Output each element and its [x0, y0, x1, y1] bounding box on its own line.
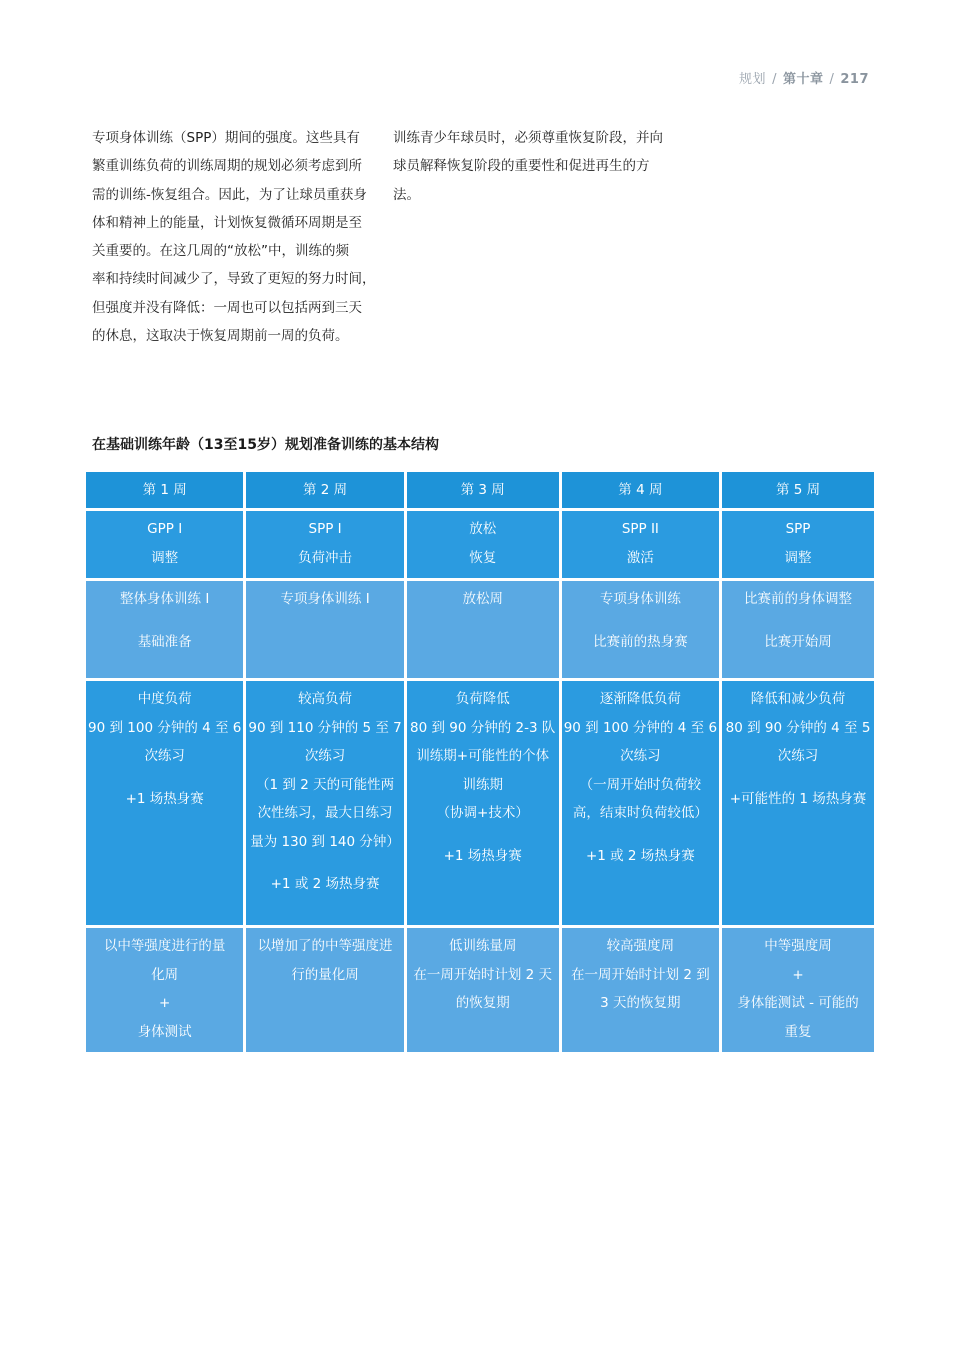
table-cell [407, 928, 559, 1052]
cell-text: +可能性的 1 场热身赛 [729, 790, 867, 807]
cell-text: 比赛开始周 [764, 633, 832, 650]
cell-text: 降低和减少负荷 [750, 691, 846, 707]
cell-text: 恢复 [469, 549, 497, 566]
cell-text: 的恢复期 [455, 995, 510, 1011]
cell-text: +1 场热身赛 [443, 847, 522, 864]
cell-text: 基础准备 [137, 633, 192, 650]
body-column-right [393, 124, 689, 209]
cell-text: 次练习 [777, 748, 819, 764]
cell-text: +1 场热身赛 [125, 790, 204, 807]
cell-text: 身体能测试 - 可能的 [737, 995, 859, 1011]
cell-spacer [88, 771, 241, 785]
table-cell [246, 581, 403, 678]
cell-text: 激活 [626, 549, 654, 566]
table-cell [246, 928, 403, 1052]
running-header: 规划 / 第十章 / 217 [739, 72, 869, 87]
table-cell [722, 511, 874, 578]
cell-text: 80 到 90 分钟的 2-3 队 [410, 719, 556, 736]
table-cell [562, 511, 719, 578]
table-cell [562, 681, 719, 925]
cell-text: 行的量化周 [291, 966, 359, 983]
table-cell [407, 581, 559, 678]
text-line: 需的训练-恢复组合。因此，为了让球员重获身 [92, 186, 367, 203]
cell-text: +1 或 2 场热身赛 [270, 876, 380, 892]
cell-text: + [792, 966, 804, 983]
table-cell [86, 511, 243, 578]
cell-text: 低训练量周 [448, 938, 517, 954]
table-header-week-3: 第 3 周 [407, 472, 559, 508]
cell-spacer [724, 771, 872, 785]
cell-text: 80 到 90 分钟的 4 至 5 [725, 719, 871, 736]
cell-text: 以中等强度进行的量 [103, 938, 226, 954]
cell-text: 身体测试 [137, 1023, 192, 1040]
cell-spacer [409, 828, 557, 842]
table-cell [562, 581, 719, 678]
text-line: 的休息，这取决于恢复周期前一周的负荷。 [92, 328, 349, 345]
cell-text: 整体身体训练 I [120, 591, 210, 607]
cell-text: 化周 [151, 966, 179, 983]
cell-text: （一周开始时负荷较 [579, 776, 702, 793]
text-line: 繁重训练负荷的训练周期的规划必须考虑到所 [92, 158, 362, 175]
text-line: 专项身体训练（SPP）期间的强度。这些具有 [92, 130, 360, 146]
table-cell [407, 681, 559, 925]
training-plan-table [86, 472, 874, 1052]
cell-text: 训练期+可能性的个体 [416, 748, 550, 764]
cell-text: 负荷冲击 [298, 549, 353, 566]
table-cell [246, 511, 403, 578]
table-cell [86, 681, 243, 925]
page-number: 217 [840, 72, 869, 87]
cell-text: 调整 [784, 549, 812, 566]
table-title: 在基础训练年龄（13至15岁）规划准备训练的基本结构 [92, 437, 439, 453]
cell-text: 中等强度周 [764, 938, 832, 954]
cell-text: 专项身体训练 I [280, 591, 370, 607]
cell-text: 在一周开始时计划 2 天 [413, 966, 553, 983]
cell-spacer [88, 614, 241, 628]
cell-text: GPP I [147, 521, 183, 537]
cell-text: 90 到 100 分钟的 4 至 6 [88, 719, 242, 736]
cell-text: 在一周开始时计划 2 到 [571, 966, 710, 983]
cell-text: 放松周 [462, 591, 503, 607]
body-column-left [92, 124, 388, 350]
cell-spacer [564, 828, 717, 842]
cell-text: 以增加了的中等强度进 [257, 938, 393, 954]
text-line: 体和精神上的能量，计划恢复微循环周期是至 [92, 214, 362, 231]
cell-text: 训练期 [462, 776, 503, 793]
cell-text: 次练习 [144, 748, 185, 764]
table-header-week-1: 第 1 周 [86, 472, 243, 508]
cell-text: 重复 [784, 1023, 812, 1040]
cell-text: 较高强度周 [606, 938, 675, 954]
text-line: 球员解释恢复阶段的重要性和促进再生的方 [393, 158, 650, 175]
table-cell [86, 928, 243, 1052]
cell-text: 调整 [151, 549, 179, 566]
table-header-week-5: 第 5 周 [722, 472, 874, 508]
cell-text: 比赛前的热身赛 [593, 633, 688, 650]
table-cell [86, 581, 243, 678]
cell-text: SPP II [621, 521, 659, 537]
cell-text: 90 到 110 分钟的 5 至 7 [248, 719, 402, 736]
table-cell [722, 681, 874, 925]
cell-text: SPP I [308, 521, 342, 537]
cell-spacer [248, 856, 401, 870]
table-cell [722, 581, 874, 678]
cell-text: 放松 [469, 521, 497, 537]
table-cell [562, 928, 719, 1052]
table-cell [246, 681, 403, 925]
cell-text: （协调+技术） [436, 805, 529, 821]
cell-text: 负荷降低 [455, 691, 510, 707]
cell-text: 3 天的恢复期 [600, 995, 681, 1011]
text-line: 但强度并没有降低：一周也可以包括两到三天 [92, 299, 362, 316]
text-line: 率和持续时间减少了，导致了更短的努力时间， [92, 271, 376, 288]
cell-spacer [724, 614, 872, 628]
cell-text: 次练习 [620, 748, 661, 764]
text-line: 法。 [393, 186, 420, 203]
cell-text: 专项身体训练 [599, 591, 681, 607]
cell-text: 高，结束时负荷较低） [572, 805, 708, 821]
header-section: 规划 [739, 72, 767, 87]
table-header-week-4: 第 4 周 [562, 472, 719, 508]
cell-text: 次练习 [304, 748, 346, 764]
cell-text: 比赛前的身体调整 [744, 591, 853, 607]
table-header-week-2: 第 2 周 [246, 472, 403, 508]
cell-text: + [159, 995, 171, 1011]
cell-text: 中度负荷 [137, 691, 192, 707]
cell-spacer [564, 614, 717, 628]
table-cell [407, 511, 559, 578]
cell-text: 较高负荷 [298, 691, 353, 707]
cell-text: +1 或 2 场热身赛 [585, 847, 695, 864]
cell-text: （1 到 2 天的可能性两 [256, 776, 395, 793]
cell-text: 量为 130 到 140 分钟） [250, 833, 400, 850]
cell-text: 次性练习，最大日练习 [257, 805, 393, 821]
text-line: 训练青少年球员时，必须尊重恢复阶段，并向 [393, 130, 663, 146]
cell-text: 逐渐降低负荷 [599, 691, 681, 707]
text-line: 关重要的。在这几周的“放松”中，训练的频 [92, 243, 349, 260]
header-chapter: 第十章 [782, 72, 824, 87]
table-cell [722, 928, 874, 1052]
cell-text: SPP [785, 521, 811, 537]
cell-text: 90 到 100 分钟的 4 至 6 [563, 719, 718, 736]
